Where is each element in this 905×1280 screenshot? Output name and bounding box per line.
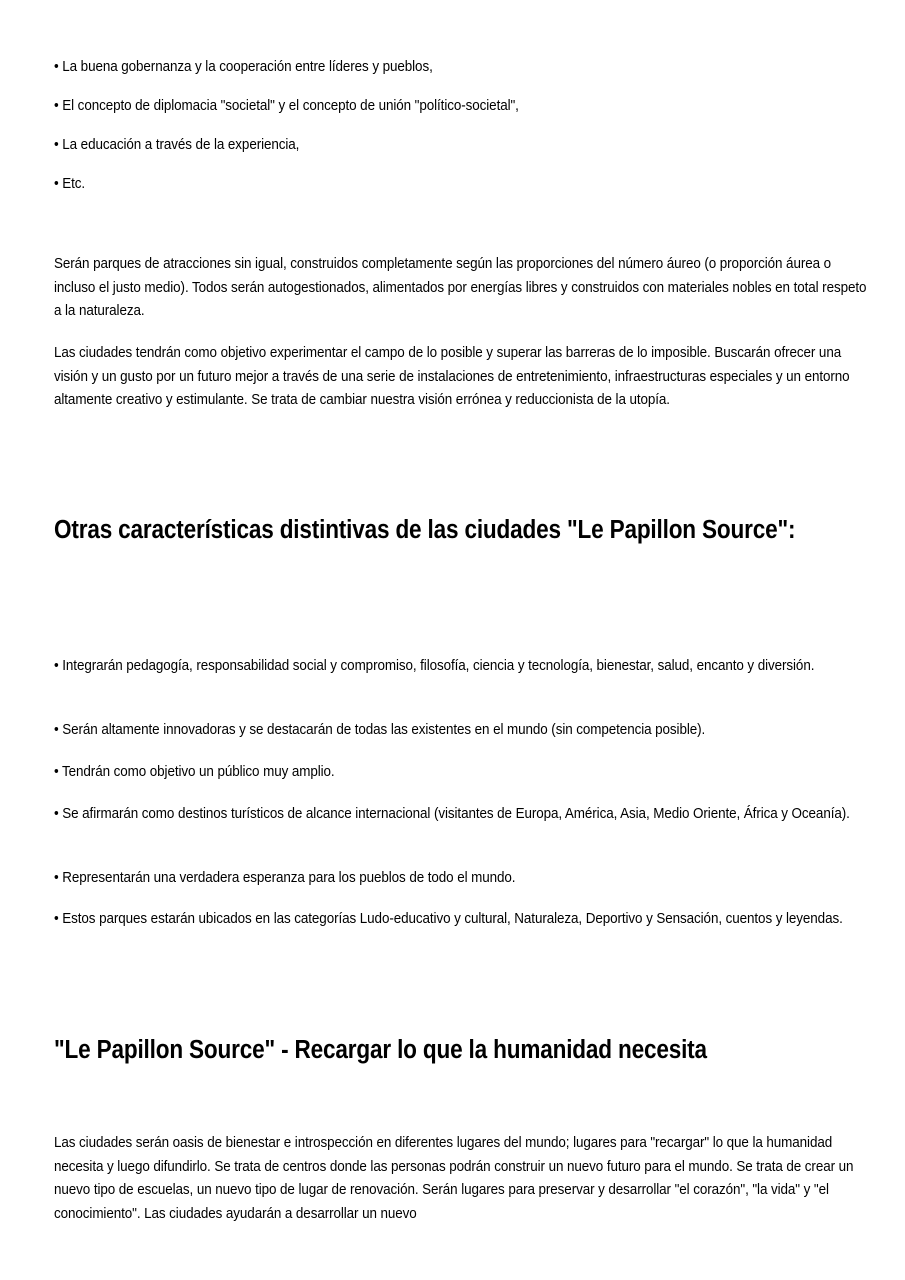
bullet-esperanza-pueblos-text: • Representarán una verdadera esperanza para los pueblos de todo el mundo. — [54, 869, 516, 886]
paragraph-ciudades-objetivo-text: Las ciudades tendrán como objetivo experimentar el campo de lo posible y superar las barreras de lo imposible. Buscarán ofrecer una visión y un gusto por un futuro mejor a través de una serie de instalaciones de entretenimiento, infraestructuras especiales y un entorno altamente creativo y estimulante. Se trata de cambiar nuestra visión errónea y reduccionista de la utopía. — [54, 344, 850, 408]
bullet-categorias-parques — [54, 908, 870, 929]
heading-recargar-humanidad — [54, 1031, 870, 1069]
bullet-diplomacia-text: • El concepto de diplomacia "societal" y el concepto de unión "político-societal", — [54, 97, 519, 114]
bullet-educacion-text: • La educación a través de la experiencia, — [54, 136, 300, 153]
paragraph-oasis-bienestar — [54, 1131, 870, 1225]
paragraph-parques-atracciones-text: Serán parques de atracciones sin igual, construidos completamente según las proporciones del número áureo (o proporción áurea o incluso el justo medio). Todos serán autogestionados, alimentados por energías libres y construidos con materiales nobles en total respeto a la naturaleza. — [54, 255, 867, 319]
paragraph-oasis-bienestar-text: Las ciudades serán oasis de bienestar e introspección en diferentes lugares del mundo; lugares para "recargar" lo que la humanidad necesita y luego difundirlo. Se trata de centros donde las personas podrán construir un nuevo futuro para el mundo. Se trata de crear un nuevo tipo de escuelas, un nuevo tipo de lugar de renovación. Serán lugares para preservar y desarrollar "el corazón", "la vida" y "el conocimiento". Las ciudades ayudarán a desarrollar un nuevo — [54, 1134, 854, 1222]
bullet-diplomacia — [54, 95, 870, 116]
bullet-gobernanza — [54, 56, 870, 77]
heading-recargar-humanidad-text: "Le Papillon Source" - Recargar lo que la humanidad necesita — [54, 1036, 707, 1064]
bullet-integraran-pedagogia-text: • Integrarán pedagogía, responsabilidad social y compromiso, filosofía, ciencia y tecnología, bienestar, salud, encanto y diversión. — [54, 657, 815, 674]
bullet-destinos-turisticos-text: • Se afirmarán como destinos turísticos de alcance internacional (visitantes de Europa, América, Asia, Medio Oriente, África y Oceanía). — [54, 805, 850, 822]
bullet-categorias-parques-text: • Estos parques estarán ubicados en las categorías Ludo-educativo y cultural, Naturaleza, Deportivo y Sensación, cuentos y leyendas. — [54, 910, 843, 927]
bullet-publico-amplio — [54, 761, 870, 782]
paragraph-parques-atracciones — [54, 252, 870, 323]
bullet-etc — [54, 173, 870, 194]
heading-otras-caracteristicas-text: Otras características distintivas de las ciudades "Le Papillon Source": — [54, 516, 796, 544]
bullet-educacion — [54, 134, 870, 155]
bullet-gobernanza-text: • La buena gobernanza y la cooperación entre líderes y pueblos, — [54, 58, 433, 75]
heading-otras-caracteristicas — [54, 511, 870, 549]
paragraph-ciudades-objetivo — [54, 341, 870, 412]
bullet-innovadoras — [54, 719, 870, 740]
bullet-innovadoras-text: • Serán altamente innovadoras y se destacarán de todas las existentes en el mundo (sin competencia posible). — [54, 721, 706, 738]
bullet-publico-amplio-text: • Tendrán como objetivo un público muy amplio. — [54, 763, 335, 780]
bullet-esperanza-pueblos — [54, 867, 870, 888]
bullet-integraran-pedagogia — [54, 655, 870, 676]
bullet-etc-text: • Etc. — [54, 175, 86, 192]
bullet-destinos-turisticos — [54, 803, 870, 824]
